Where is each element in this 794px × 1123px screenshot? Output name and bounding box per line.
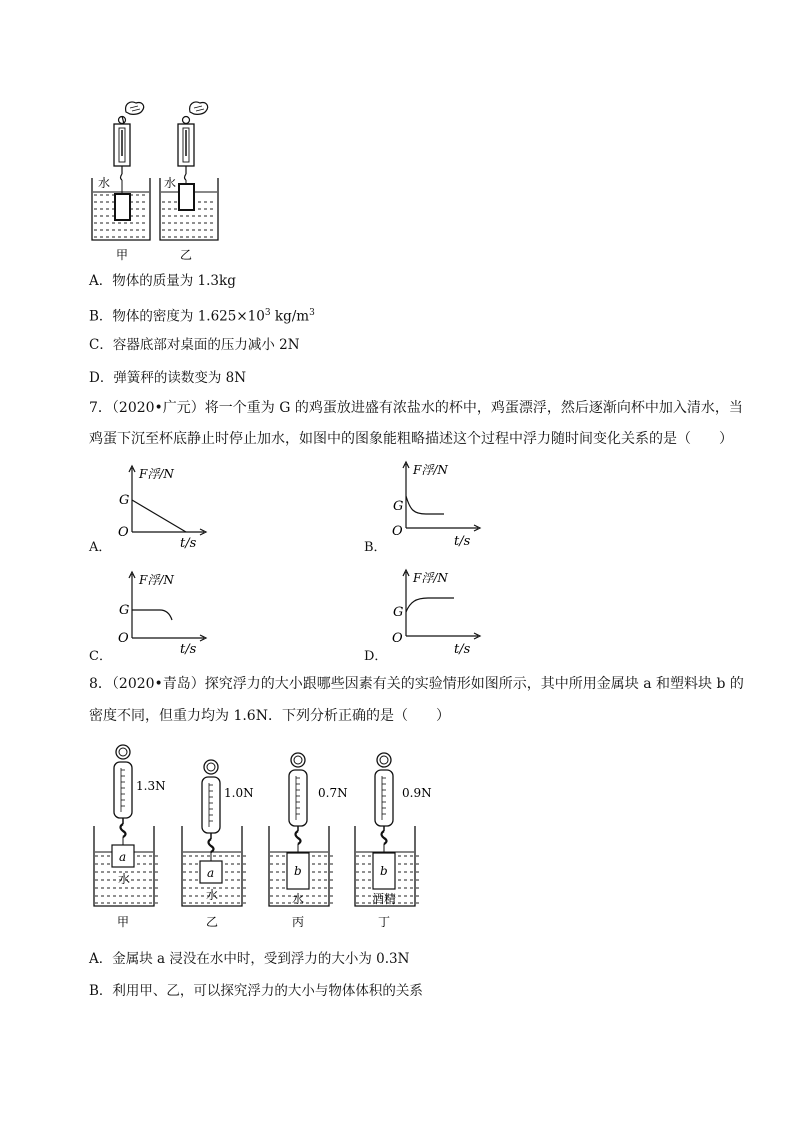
reading-bing: 0.7N	[318, 786, 348, 800]
graph-d-curve	[406, 598, 454, 612]
caption-q8-bing: 丙	[292, 915, 305, 929]
q7-graph-b	[386, 458, 486, 548]
graph-b-y-label: F浮/N	[413, 463, 448, 477]
hook-icon	[296, 831, 301, 844]
graph-c-curve	[132, 610, 172, 620]
water-label-right: 水	[164, 176, 177, 190]
graph-d-x-label: t/s	[454, 642, 471, 656]
graph-b-origin: O	[392, 524, 403, 539]
block-label-jia: a	[119, 850, 127, 864]
setup-ding	[355, 753, 432, 929]
q8-option-a: A．金属块 a 浸没在水中时，受到浮力的大小为 0.3N	[89, 951, 410, 967]
q8-text-line2: 密度不同，但重力均为 1.6N．下列分析正确的是（ ）	[89, 708, 450, 724]
graph-d-g-label: G	[393, 605, 404, 620]
graph-d-origin: O	[392, 631, 403, 646]
q8-text-line1: 8．（2020•青岛）探究浮力的大小跟哪些因素有关的实验情形如图所示，其中所用金属块 a 和塑料块 b 的	[89, 676, 744, 692]
graph-c-y-label: F浮/N	[139, 573, 174, 587]
hand-right-icon	[190, 102, 208, 114]
q6-option-c: C．容器底部对桌面的压力减小 2N	[89, 337, 300, 353]
caption-q8-jia: 甲	[117, 915, 130, 929]
graph-a-origin: O	[118, 525, 129, 540]
graph-d-y-label: F浮/N	[413, 571, 448, 585]
block-left	[115, 194, 130, 220]
water-label-left: 水	[98, 176, 111, 190]
hook-icon	[382, 831, 387, 844]
q7-option-d: D．	[364, 649, 388, 664]
ring-icon	[204, 760, 218, 774]
q7-graph-c	[112, 568, 212, 658]
q8-experiment-figure	[88, 740, 448, 935]
q7-text-line1: 7．（2020•广元）将一个重为 G 的鸡蛋放进盛有浓盐水的杯中，鸡蛋漂浮，然后逐渐向杯中加入清水，当	[89, 400, 743, 416]
q6-option-b-unit: kg/m	[270, 308, 310, 325]
caption-q8-yi: 乙	[206, 915, 219, 929]
ring-icon	[291, 753, 305, 767]
graph-b-curve	[406, 496, 444, 514]
q7-graph-d	[386, 566, 486, 656]
hook-icon	[209, 839, 214, 852]
block-label-bing: b	[294, 864, 302, 878]
block-label-yi: a	[207, 866, 215, 880]
hook-icon	[121, 824, 126, 837]
graph-c-origin: O	[118, 631, 129, 646]
reading-jia: 1.3N	[136, 779, 166, 793]
q6-option-b-text: B．物体的密度为 1.625×10	[89, 308, 265, 325]
q8-option-b: B．利用甲、乙，可以探究浮力的大小与物体体积的关系	[89, 983, 423, 999]
liquid-ding: 酒精	[372, 892, 397, 906]
liquid-jia: 水	[118, 872, 131, 886]
q6-option-b-unit-exp: 3	[309, 308, 315, 318]
liquid-bing: 水	[292, 892, 305, 906]
reading-ding: 0.9N	[402, 786, 432, 800]
q6-option-d: D．弹簧秤的读数变为 8N	[89, 370, 247, 386]
spring-scale-figure-top	[88, 98, 248, 263]
graph-b-g-label: G	[393, 499, 404, 514]
caption-jia: 甲	[116, 248, 129, 262]
block-right	[179, 184, 194, 210]
reading-yi: 1.0N	[224, 786, 254, 800]
graph-a-g-label: G	[119, 493, 130, 508]
graph-c-x-label: t/s	[180, 642, 197, 657]
ring-icon	[377, 753, 391, 767]
setup-yi	[182, 760, 254, 929]
ring-icon	[116, 745, 130, 759]
q6-option-b-exp: 3	[264, 308, 271, 318]
q7-option-b: B．	[364, 540, 387, 555]
liquid-yi: 水	[206, 888, 219, 902]
graph-a-curve	[132, 500, 186, 532]
graph-a-x-label: t/s	[180, 536, 197, 551]
q7-text-line2: 鸡蛋下沉至杯底静止时停止加水，如图中的图象能粗略描述这个过程中浮力随时间变化关系的是（ ）	[89, 431, 733, 447]
q7-option-c: C．	[89, 649, 112, 664]
caption-yi: 乙	[180, 248, 193, 262]
block-label-ding: b	[380, 864, 388, 878]
setup-jia	[94, 745, 166, 929]
graph-b-x-label: t/s	[454, 534, 471, 548]
caption-q8-ding: 丁	[378, 915, 391, 929]
graph-a-y-label: F浮/N	[139, 467, 174, 481]
setup-bing	[269, 753, 348, 929]
q6-option-a: A．物体的质量为 1.3kg	[89, 273, 236, 289]
q6-option-b	[89, 304, 315, 326]
hand-left-icon	[126, 102, 144, 114]
q7-graph-a	[112, 462, 212, 552]
q7-option-a: A．	[89, 540, 112, 555]
graph-c-g-label: G	[119, 603, 130, 618]
